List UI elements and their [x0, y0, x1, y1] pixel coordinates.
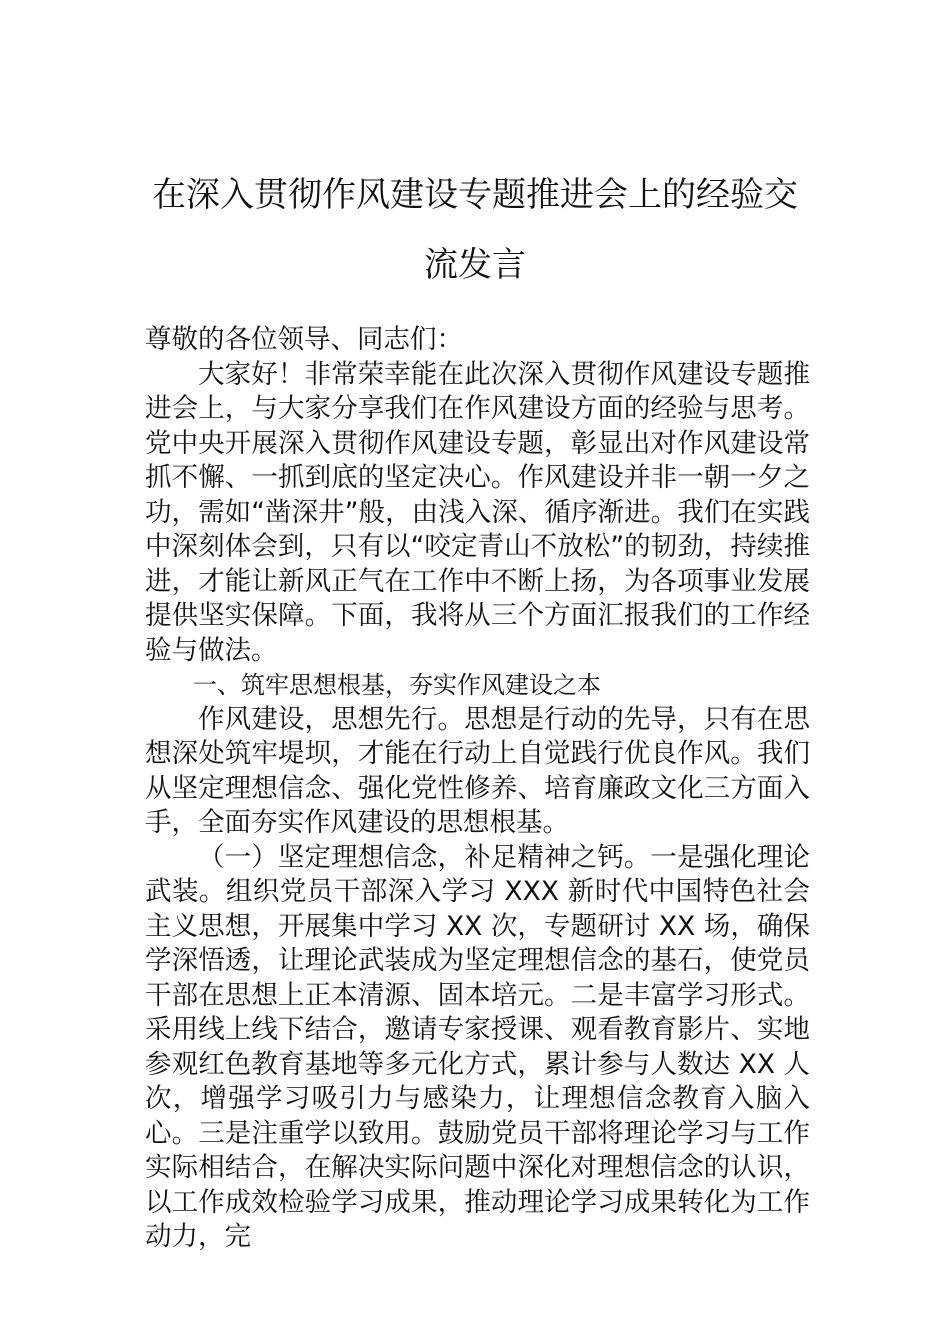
document-title: 在深入贯彻作风建设专题推进会上的经验交流发言	[152, 175, 798, 285]
paragraph-intro: 大家好！非常荣幸能在此次深入贯彻作风建设专题推进会上，与大家分享我们在作风建设方面的经验与思考。党中央开展深入贯彻作风建设专题，彰显出对作风建设常抓不懈、一抓到底的坚定决心。作风建设并非一朝一夕之功，需如“凿深井”般，由浅入深、循序渐进。我们在实践中深刻体会到，只有以“咬定青山不放松”的韧劲，持续推进，才能让新风正气在工作中不断上扬，为各项事业发展提供坚实保障。下面，我将从三个方面汇报我们的工作经验与做法。	[145, 358, 810, 666]
document-body	[145, 323, 810, 1255]
section-heading-1: 一、筑牢思想根基，夯实作风建设之本	[193, 671, 601, 699]
salutation: 尊敬的各位领导、同志们：	[145, 324, 463, 355]
paragraph-section-1: 作风建设，思想先行。思想是行动的先导，只有在思想深处筑牢堤坝，才能在行动上自觉践行优良作风。我们从坚定理想信念、强化党性修养、培育廉政文化三方面入手，全面夯实作风建设的思想根基。	[145, 703, 810, 838]
paragraph-subsection-1: （一）坚定理想信念，补足精神之钙。一是强化理论武装。组织党员干部深入学习 XXX 新时代中国特色社会主义思想，开展集中学习 XX 次，专题研讨 XX 场，确保学深悟透，让理论武装成为坚定理想信念的基石，使党员干部在思想上正本清源、固本培元。二是丰富学习形式。采用线上线下结合，邀请专家授课、观看教育影片、实地参观红色教育基地等多元化方式，累计参与人数达 XX 人次，增强学习吸引力与感染力，让理想信念教育入脑入心。三是注重学以致用。鼓励党员干部将理论学习与工作实际相结合，在解决实际问题中深化对理想信念的认识，以工作成效检验学习成果，推动理论学习成果转化为工作动力，完	[145, 841, 810, 1252]
